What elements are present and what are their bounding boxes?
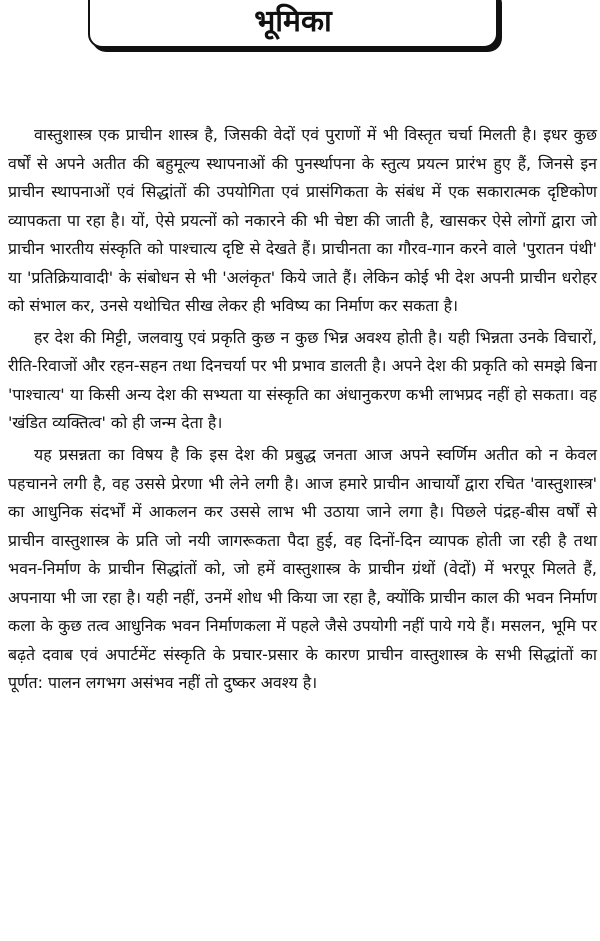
- paragraph-1: वास्तुशास्त्र एक प्राचीन शास्त्र है, जिसकी वेदों एवं पुराणों में भी विस्तृत चर्चा मिलती है। इधर कुछ वर्षों से अपने अतीत की बहुमूल्य स्थापनाओं की पुनर्स्थापना के स्तुत्य प्रयत्न प्रारंभ हुए हैं, जिनसे इन प्राचीन स्थापनाओं एवं सिद्धांतों की उपयोगिता एवं प्रासंगिकता के संबंध में एक सकारात्मक दृष्टिकोण व्यापकता पा रहा है। यों, ऐसे प्रयत्नों को नकारने की भी चेष्टा की जाती है, खासकर ऐसे लोगों द्वारा जो प्राचीन भारतीय संस्कृति को पाश्चात्य दृष्टि से देखते हैं। प्राचीनता का गौरव-गान करने वाले 'पुरातन पंथी' या 'प्रतिक्रियावादी' के संबोधन से भी 'अलंकृत' किये जाते हैं। लेकिन कोई भी देश अपनी प्राचीन धरोहर को संभाल कर, उनसे यथोचित सीख लेकर ही भविष्य का निर्माण कर सकता है।: [8, 125, 597, 316]
- paragraph-3: यह प्रसन्नता का विषय है कि इस देश की प्रबुद्ध जनता आज अपने स्वर्णिम अतीत को न केवल पहचानने लगी है, वह उससे प्रेरणा भी लेने लगी है। आज हमारे प्राचीन आचार्यों द्वारा रचित 'वास्तुशास्त्र' का आधुनिक संदर्भों में आकलन कर उससे लाभ भी उठाया जाने लगा है। पिछले पंद्रह-बीस वर्षों से प्राचीन वास्तुशास्त्र के प्रति जो नयी जागरूकता पैदा हुई, वह दिनों-दिन व्यापक होती जा रही है तथा भवन-निर्माण के प्राचीन सिद्धांतों को, जो हमें वास्तुशास्त्र के प्राचीन ग्रंथों (वेदों) में भरपूर मिलते हैं, अपनाया भी जा रहा है। यही नहीं, उनमें शोध भी किया जा रहा है, क्योंकि प्राचीन काल की भवन निर्माण कला के कुछ तत्व आधुनिक भवन निर्माणकला में पहले जैसे उपयोगी नहीं पाये गये हैं। मसलन, भूमि पर बढ़ते दवाब एवं अपार्टमेंट संस्कृति के प्रचार-प्रसार के कारण प्राचीन वास्तुशास्त्र के सभी सिद्धांतों का पूर्णत: पालन लगभग असंभव नहीं तो दुष्कर अवश्य है।: [8, 445, 597, 693]
- body-text: [8, 121, 597, 701]
- page-title: भूमिका: [254, 4, 332, 39]
- heading-box: [88, 0, 498, 48]
- paragraph-2: हर देश की मिट्टी, जलवायु एवं प्रकृति कुछ न कुछ भिन्न अवश्य होती है। यही भिन्नता उनके विचारों, रीति-रिवाजों और रहन-सहन तथा दिनचर्या पर भी प्रभाव डालती है। अपने देश की प्रकृति को समझे बिना 'पाश्चात्य' या किसी अन्य देश की सभ्यता या संस्कृति का अंधानुकरण कभी लाभप्रद नहीं हो सकता। वह 'खंडित व्यक्तित्व' को ही जन्म देता है।: [8, 327, 597, 433]
